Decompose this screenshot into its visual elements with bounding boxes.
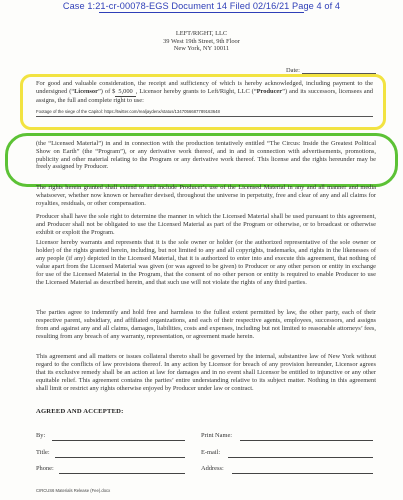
- title-label: Title:: [36, 449, 50, 456]
- email-line[interactable]: [228, 457, 373, 458]
- company-street: 39 West 19th Street, 9th Floor: [163, 37, 240, 45]
- licensor-term: Licensor: [74, 87, 98, 95]
- court-filing-stamp: Case 1:21-cr-00078-EGS Document 14 Filed 02/16/21 Page 4 of 4: [62, 1, 341, 11]
- licensed-material-paragraph: (the “Licensed Material”) in and in connection with the production tentatively entitled “The Circus: Inside the Greatest Political Show on Earth” (the “Program”), or any derivative work thereof, and in and in connection with advertisements, promotions, publicity and other material relating to the Program or any derivative work thereof. This license and the rights hereunder may be freely assigned by Producer.: [36, 140, 376, 171]
- phone-label: Phone:: [36, 465, 54, 472]
- agreed-heading: AGREED AND ACCEPTED:: [36, 408, 124, 415]
- document-footer: CIRCUS6 Materials Release (Fee).docx: [36, 488, 111, 493]
- address-line[interactable]: [232, 473, 373, 474]
- producer-term: Producer: [256, 87, 283, 95]
- address-label: Address:: [201, 465, 224, 472]
- letterhead: [0, 30, 403, 53]
- date-label: Date:: [286, 67, 300, 74]
- warranty-paragraph: Licensor hereby warrants and represents that it is the sole owner or holder (or the authorized representative of the sole owner or holder) of the rights granted herein, including, but not limited to any and all copyrights, trademarks, and rights in the likenesses of any people (if any) depicted in the Licensed Material, that it is authorized to enter into and execute this agreement, that nothing of value apart from the Licensed Material was given (or was agreed to be given) to Producer or any other person or entity in exchange for use of the Licensed Material in the Program, that the consent of no other person or entity is required to enable Producer to use the Licensed Material as described herein, and that such use will not violate the rights of any third parties.: [36, 239, 376, 286]
- company-name: LEFT/RIGHT, LLC: [175, 30, 228, 37]
- phone-line[interactable]: [59, 473, 185, 474]
- title-line[interactable]: [55, 457, 185, 458]
- consideration-text-4: ”) and its successors, licensees and assigns, the full and complete right to use:: [36, 87, 373, 104]
- consideration-text-3: , Licensor hereby grants to Left/Right, LLC (“: [135, 87, 257, 95]
- by-label: By:: [36, 432, 46, 439]
- footage-description: Footage of the siege of the Capitol: https://twitter.com/realjaydenx/status/1347056687789163648: [36, 109, 220, 114]
- company-city: New York, NY 10011: [173, 45, 230, 53]
- print-name-label: Print Name:: [201, 432, 233, 439]
- print-name-line[interactable]: [240, 440, 373, 441]
- producer-discretion-paragraph: Producer shall have the sole right to determine the manner in which the Licensed Material shall be used pursuant to this agreement, and Producer shall not be obligated to use the Licensed Material as part of the Program or otherwise, or to broadcast or otherwise exhibit or exploit the Program.: [36, 213, 376, 236]
- filing-stamp-underline: [99, 12, 304, 13]
- consideration-paragraph: [36, 80, 373, 105]
- date-blank-rule: [302, 67, 376, 74]
- consideration-text-2: ”) of $: [97, 87, 116, 95]
- governing-law-paragraph: This agreement and all matters or issues collateral thereto shall be governed by the internal, substantive law of New York without regard to the conflicts of law provisions thereof. In any action by Licensor for breach of any provision hereunder, Licensor agrees that its exclusive remedy shall be an action at law for damages and in no event shall Licensor be entitled to injunctive or any other equitable relief. This agreement contains the parties’ entire understanding relative to its subject matter. Nothing in this agreement shall limit or restrict any rights otherwise enjoyed by Producer under law or contract.: [36, 353, 376, 392]
- by-signature-line[interactable]: [52, 440, 185, 441]
- date-field: [286, 67, 376, 74]
- payment-amount: 5,000: [115, 88, 135, 97]
- footage-underline: [36, 116, 373, 117]
- consideration-text-1: For good and valuable consideration, the receipt and sufficiency of which is hereby acknowledged, including payment to the undersigned (“: [36, 80, 373, 95]
- email-label: E-mail:: [201, 449, 221, 456]
- indemnity-paragraph: The parties agree to indemnify and hold free and harmless to the fullest extent permitted by law, the other party, each of their respective parent, subsidiary, and affiliated organizations, and each of their respective agents, employees, successors, and assigns from and against any and all claims, damages, liabilities, costs and expenses, including but not limited to reasonable attorneys’ fees, resulting from any breach of any warranty, representation, or agreement made herein.: [36, 309, 376, 340]
- rights-paragraph: The rights herein granted shall extend to and include Producer’s use of the Licensed Material in any and all manner and media whatsoever, whether now known or hereafter devised, throughout the universe in perpetuity, free and clear of any and all claims for royalties, residuals, or other compensation.: [36, 184, 376, 207]
